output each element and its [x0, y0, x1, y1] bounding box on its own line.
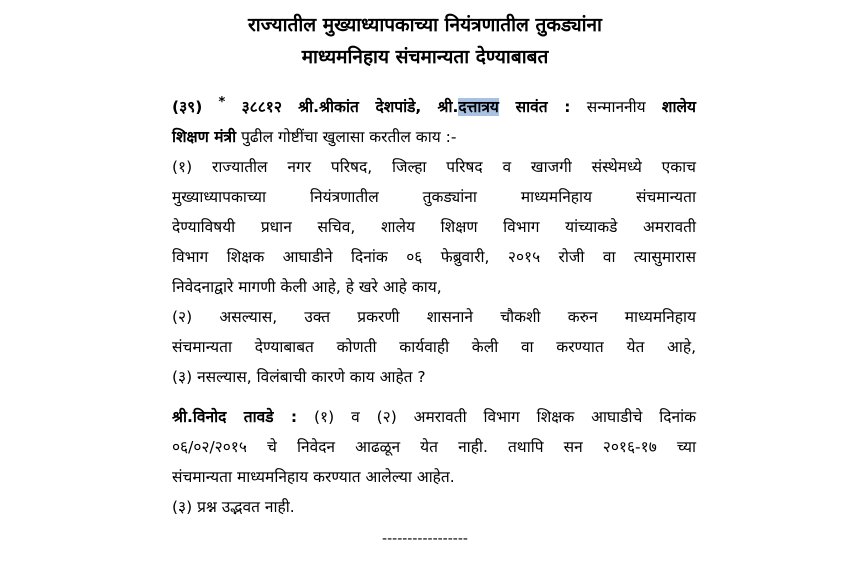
question-id: ३८८१२: [241, 98, 282, 116]
section-divider: -----------------: [382, 531, 468, 547]
question-part-2-line: संचमान्यता देण्याबाबत कोणती कार्यवाही केली वा करण्यात येत आहे,: [172, 338, 696, 356]
answer-line: संचमान्यता माध्यमनिहाय करण्यात आलेल्या आहेत.: [172, 468, 455, 486]
question-part-1-line: (१) राज्यातील नगर परिषद, जिल्हा परिषद व खाजगी संस्थेमध्ये एकाच: [172, 158, 696, 176]
question-part-1-line: निवेदनाद्वारे मागणी केली आहे, हे खरे आहे काय,: [172, 278, 442, 296]
addressee-department: शालेय: [661, 98, 696, 116]
answer-line: (३) प्रश्न उद्भवत नाही.: [172, 498, 295, 516]
question-part-1-line: विभाग शिक्षक आघाडीने दिनांक ०६ फेब्रुवारी, २०१५ रोजी वा त्यासुमारास: [172, 248, 696, 266]
member-name-2: श्री.दत्तात्रय सावंत :: [437, 98, 571, 116]
question-part-2-line: (२) असल्यास, उक्त प्रकरणी शासनाने चौकशी करुन माध्यमनिहाय: [172, 308, 696, 326]
question-part-1-line: देण्याविषयी प्रधान सचिव, शालेय शिक्षण विभाग यांच्याकडे अमरावती: [172, 218, 696, 236]
answer-first-line: [172, 402, 696, 432]
question-number: (३९): [172, 98, 203, 116]
question-intro-line: [172, 122, 696, 152]
question-header-line: [172, 92, 696, 122]
answer-respondent: श्री.विनोद तावडे :: [172, 408, 298, 426]
document-title-line-1: राज्यातील मुख्याध्यापकाच्या नियंत्रणातील तुकड्यांना: [248, 14, 602, 36]
addressee-honorific: सन्माननीय: [586, 98, 646, 116]
highlighted-name: दत्तात्रय: [458, 98, 499, 116]
question-part-3-line: (३) नसल्यास, विलंबाची कारणे काय आहेत ?: [172, 368, 426, 386]
question-part-1-line: मुख्याध्यापकाच्या नियंत्रणातील तुकड्यांना माध्यमनिहाय संचमान्यता: [172, 188, 696, 206]
starred-question-mark: *: [218, 95, 226, 110]
answer-line: ०६/०२/२०१५ चे निवेदन आढळून येत नाही. तथापि सन २०१६-१७ च्या: [172, 438, 696, 456]
answer-part-1-2: (१) व (२) अमरावती विभाग शिक्षक आघाडीचे दिनांक: [314, 408, 697, 426]
addressee-minister: शिक्षण मंत्री: [172, 128, 237, 146]
question-intro: पुढील गोष्टींचा खुलासा करतील काय :-: [241, 128, 457, 146]
document-title-line-2: माध्यमनिहाय संचमान्यता देण्याबाबत: [301, 46, 549, 68]
member-name-1: श्री.श्रीकांत देशपांडे,: [298, 98, 422, 116]
